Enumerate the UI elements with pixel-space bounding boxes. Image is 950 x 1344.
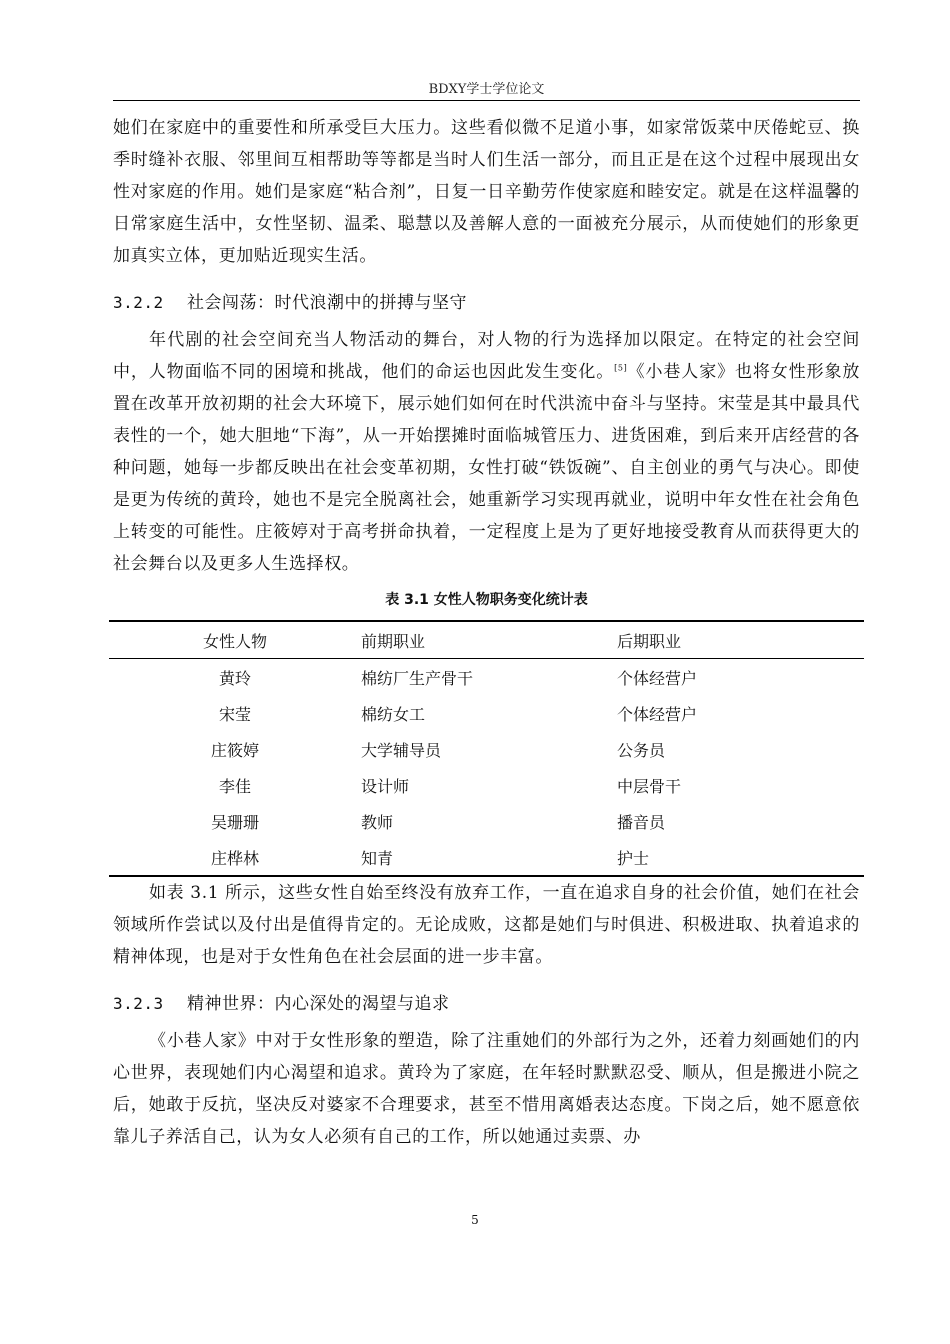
table-cell-later-job: 中层骨干: [617, 776, 682, 796]
table-cell-person: 庄桦林: [210, 848, 259, 868]
table-cell-early-job: 教师: [361, 812, 394, 832]
table-cell-early-job: 棉纺厂生产骨干: [361, 668, 474, 688]
table-cell-person: 庄筱婷: [210, 740, 259, 760]
section-heading-3-2-2: [113, 290, 860, 316]
table-cell-later-job: 个体经营户: [617, 668, 698, 688]
column-header-early-job: 前期职业: [361, 631, 426, 651]
table-cell-later-job: 个体经营户: [617, 704, 698, 724]
table-cell-person: 黄玲: [218, 668, 251, 688]
citation-ref: [5]: [614, 363, 628, 373]
column-header-person: 女性人物: [202, 631, 267, 651]
table-row: [109, 695, 864, 731]
table-cell-early-job: 设计师: [361, 776, 410, 796]
paragraph-4: 《小巷人家》中对于女性形象的塑造，除了注重她们的外部行为之外，还着力刻画她们的内心世界，表现她们内心渴望和追求。黄玲为了家庭，在年轻时默默忍受、顺从，但是搬进小院之后，她敢于反抗，坚决反对婆家不合理要求，甚至不惜用离婚表达态度。下岗之后，她不愿意依靠儿子养活自己，认为女人必须有自己的工作，所以她通过卖票、办: [113, 1031, 860, 1147]
table-cell-early-job: 知青: [361, 848, 394, 868]
column-header-later-job: 后期职业: [617, 631, 682, 651]
occupation-table: [109, 620, 864, 877]
paragraph-2-part-b: 《小巷人家》也将女性形象放置在改革开放初期的社会大环境下，展示她们如何在时代洪流中奋斗与坚持。宋莹是其中最具代表性的一个，她大胆地“下海”，从一开始摆摊时面临城管压力、进货困难，到后来开店经营的各种问题，她每一步都反映出在社会变革初期，女性打破“铁饭碗”、自主创业的勇气与决心。即使是更为传统的黄玲，她也不是完全脱离社会，她重新学习实现再就业，说明中年女性在社会角色上转变的可能性。庄筱婷对于高考拼命执着，一定程度上是为了更好地接受教育从而获得更大的社会舞台以及更多人生选择权。: [113, 362, 860, 574]
paragraph-3: 如表 3.1 所示，这些女性自始至终没有放弃工作，一直在追求自身的社会价值，她们在社会领域所作尝试以及付出是值得肯定的。无论成败，这都是她们与时俱进、积极进取、执着追求的精神体现，也是对于女性角色在社会层面的进一步丰富。: [113, 883, 860, 967]
table-cell-later-job: 公务员: [617, 740, 666, 760]
running-header: BDXY学士学位论文: [428, 82, 545, 97]
section-title: 社会闯荡：时代浪潮中的拼搏与坚守: [187, 293, 467, 313]
table-row: [109, 767, 864, 803]
table-row: [109, 659, 864, 696]
table-cell-person: 吴珊珊: [210, 812, 259, 832]
table-row: [109, 839, 864, 876]
section-heading-3-2-3: [113, 991, 860, 1017]
header-rule: [113, 100, 860, 101]
table-cell-person: 李佳: [218, 776, 251, 796]
table-cell-early-job: 大学辅导员: [361, 740, 442, 760]
paragraph-2: [113, 324, 860, 580]
table-row: [109, 803, 864, 839]
section-number: 3.2.3: [113, 994, 164, 1013]
table-row: [109, 731, 864, 767]
table-cell-early-job: 棉纺女工: [361, 704, 426, 724]
section-number: 3.2.2: [113, 293, 164, 312]
table-cell-later-job: 护士: [617, 848, 650, 868]
paragraph-2-part-a: 年代剧的社会空间充当人物活动的舞台，对人物的行为选择加以限定。在特定的社会空间中，人物面临不同的困境和挑战，他们的命运也因此发生变化。: [113, 330, 860, 382]
section-title: 精神世界：内心深处的渴望与追求: [187, 994, 450, 1014]
table-caption: 表 3.1 女性人物职务变化统计表: [385, 592, 588, 608]
page-number: 5: [471, 1213, 479, 1227]
table-cell-later-job: 播音员: [617, 812, 666, 832]
table-cell-person: 宋莹: [218, 704, 251, 724]
table-header-row: [109, 621, 864, 659]
page-content: [113, 112, 860, 1153]
paragraph-1: 她们在家庭中的重要性和所承受巨大压力。这些看似微不足道小事，如家常饭菜中厌倦蛇豆、换季时缝补衣服、邻里间互相帮助等等都是当时人们生活一部分，而且正是在这个过程中展现出女性对家庭的作用。她们是家庭“粘合剂”，日复一日辛勤劳作使家庭和睦安定。就是在这样温馨的日常家庭生活中，女性坚韧、温柔、聪慧以及善解人意的一面被充分展示，从而使她们的形象更加真实立体，更加贴近现实生活。: [113, 118, 860, 266]
